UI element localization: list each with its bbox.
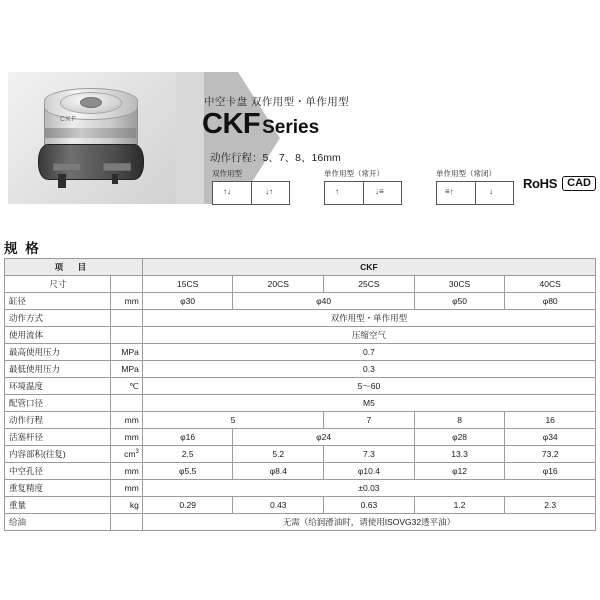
circuit-symbol-row xyxy=(212,168,542,208)
single-acting-no-symbol: ↑ ↓≡ xyxy=(324,181,402,205)
cell-value: φ50 xyxy=(414,293,505,310)
spec-section-heading: 规 格 xyxy=(4,241,41,256)
table-row xyxy=(5,344,596,361)
cell-value: 无需（给润滑油时，请使用ISOVG32透平油） xyxy=(142,514,595,531)
header-series: CKF xyxy=(142,259,595,276)
symbol-label: 双作用型 xyxy=(212,169,242,178)
rohs-badge: RoHS xyxy=(522,176,558,191)
table-row xyxy=(5,497,596,514)
double-acting-symbol: ↑↓ ↓↑ xyxy=(212,181,290,205)
symbol-label: 单作用型（常闭） xyxy=(436,169,496,178)
table-row xyxy=(5,412,596,429)
row-item-label: 动作行程 xyxy=(5,412,111,429)
table-row xyxy=(5,429,596,446)
symbol-group-single-acting-no xyxy=(324,168,428,208)
cad-badge: CAD xyxy=(562,176,596,191)
cell-value: φ24 xyxy=(233,429,414,446)
cell-value: φ40 xyxy=(233,293,414,310)
cell-value: φ8.4 xyxy=(233,463,324,480)
series-code: CKF xyxy=(202,108,261,140)
row-item-label: 中空孔径 xyxy=(5,463,111,480)
cell-value: 7 xyxy=(324,412,415,429)
row-unit: $cm^3$ xyxy=(110,446,142,463)
table-row xyxy=(5,361,596,378)
cell-value: 0.43 xyxy=(233,497,324,514)
row-unit xyxy=(110,327,142,344)
series-word: Series xyxy=(262,117,320,138)
cell-value: φ80 xyxy=(505,293,596,310)
row-item-label: 给油 xyxy=(5,514,111,531)
unit-superscript: 3 xyxy=(135,449,139,456)
row-item-label: 活塞杆径 xyxy=(5,429,111,446)
row-item-label: 重量 xyxy=(5,497,111,514)
table-row xyxy=(5,310,596,327)
table-row xyxy=(5,327,596,344)
row-unit: mm xyxy=(110,480,142,497)
cell-model-30cs: 30CS xyxy=(414,276,505,293)
cell-value: ±0.03 xyxy=(142,480,595,497)
cell-value: φ10.4 xyxy=(324,463,415,480)
row-unit: MPa xyxy=(110,344,142,361)
row-item-label: 内容部积(往复) xyxy=(5,446,111,463)
cell-value: 双作用型・单作用型 xyxy=(142,310,595,327)
product-photo xyxy=(8,72,176,204)
table-row xyxy=(5,395,596,412)
row-item-label: 配管口径 xyxy=(5,395,111,412)
cell-value: φ5.5 xyxy=(142,463,233,480)
cell-value: 0.7 xyxy=(142,344,595,361)
cell-model-25cs: 25CS xyxy=(324,276,415,293)
symbol-group-double-acting xyxy=(212,168,316,208)
header-item: 项 目 xyxy=(5,259,143,276)
row-unit xyxy=(110,276,142,293)
table-row xyxy=(5,378,596,395)
cell-value: 1.2 xyxy=(414,497,505,514)
row-unit xyxy=(110,310,142,327)
cell-model-40cs: 40CS xyxy=(505,276,596,293)
row-unit: kg xyxy=(110,497,142,514)
table-row xyxy=(5,463,596,480)
specification-table xyxy=(4,258,596,531)
table-header-row xyxy=(5,259,596,276)
table-row xyxy=(5,293,596,310)
row-unit: mm xyxy=(110,429,142,446)
cell-value: 7.3 xyxy=(324,446,415,463)
row-item-label: 最低使用压力 xyxy=(5,361,111,378)
cell-value: φ28 xyxy=(414,429,505,446)
row-unit: mm xyxy=(110,293,142,310)
cell-value: 0.3 xyxy=(142,361,595,378)
row-unit xyxy=(110,514,142,531)
cell-value: 5～60 xyxy=(142,378,595,395)
certification-badges xyxy=(523,176,596,191)
symbol-label: 单作用型（常开） xyxy=(324,169,384,178)
cell-value: 压缩空气 xyxy=(142,327,595,344)
row-unit: MPa xyxy=(110,361,142,378)
cell-value: 8 xyxy=(414,412,505,429)
table-row xyxy=(5,514,596,531)
cell-value: 0.29 xyxy=(142,497,233,514)
row-unit xyxy=(110,395,142,412)
row-unit: mm xyxy=(110,412,142,429)
cell-value: φ30 xyxy=(142,293,233,310)
product-banner xyxy=(8,72,592,222)
cell-value: 73.2 xyxy=(505,446,596,463)
row-item-label: 环境温度 xyxy=(5,378,111,395)
cell-model-20cs: 20CS xyxy=(233,276,324,293)
row-unit: mm xyxy=(110,463,142,480)
row-item-label: 最高使用压力 xyxy=(5,344,111,361)
cell-value: 2.3 xyxy=(505,497,596,514)
cell-value: 5 xyxy=(142,412,323,429)
cell-model-15cs: 15CS xyxy=(142,276,233,293)
hollow-chuck-illustration xyxy=(38,88,142,184)
table-row xyxy=(5,480,596,497)
row-item-label: 缸径 xyxy=(5,293,111,310)
cell-value: M5 xyxy=(142,395,595,412)
cell-value: φ12 xyxy=(414,463,505,480)
cell-value: 13.3 xyxy=(414,446,505,463)
cell-value: φ34 xyxy=(505,429,596,446)
row-item-label: 动作方式 xyxy=(5,310,111,327)
cell-value: φ16 xyxy=(505,463,596,480)
table-row xyxy=(5,276,596,293)
cell-value: 5.2 xyxy=(233,446,324,463)
cell-value: 2.5 xyxy=(142,446,233,463)
cell-value: 16 xyxy=(505,412,596,429)
cell-value: φ16 xyxy=(142,429,233,446)
row-item-label: 使用流体 xyxy=(5,327,111,344)
row-unit: ℃ xyxy=(110,378,142,395)
product-subtitle: 中空卡盘 双作用型・单作用型 xyxy=(204,96,350,108)
stroke-spec-line: 动作行程：5、7、8、16mm xyxy=(210,152,341,164)
table-row xyxy=(5,446,596,463)
photo-label: CKF xyxy=(60,116,77,123)
single-acting-nc-symbol: ≡↑ ↓ xyxy=(436,181,514,205)
cell-value: 0.63 xyxy=(324,497,415,514)
page-title xyxy=(202,108,319,141)
row-item-label: 尺寸 xyxy=(5,276,111,293)
row-item-label: 重复精度 xyxy=(5,480,111,497)
